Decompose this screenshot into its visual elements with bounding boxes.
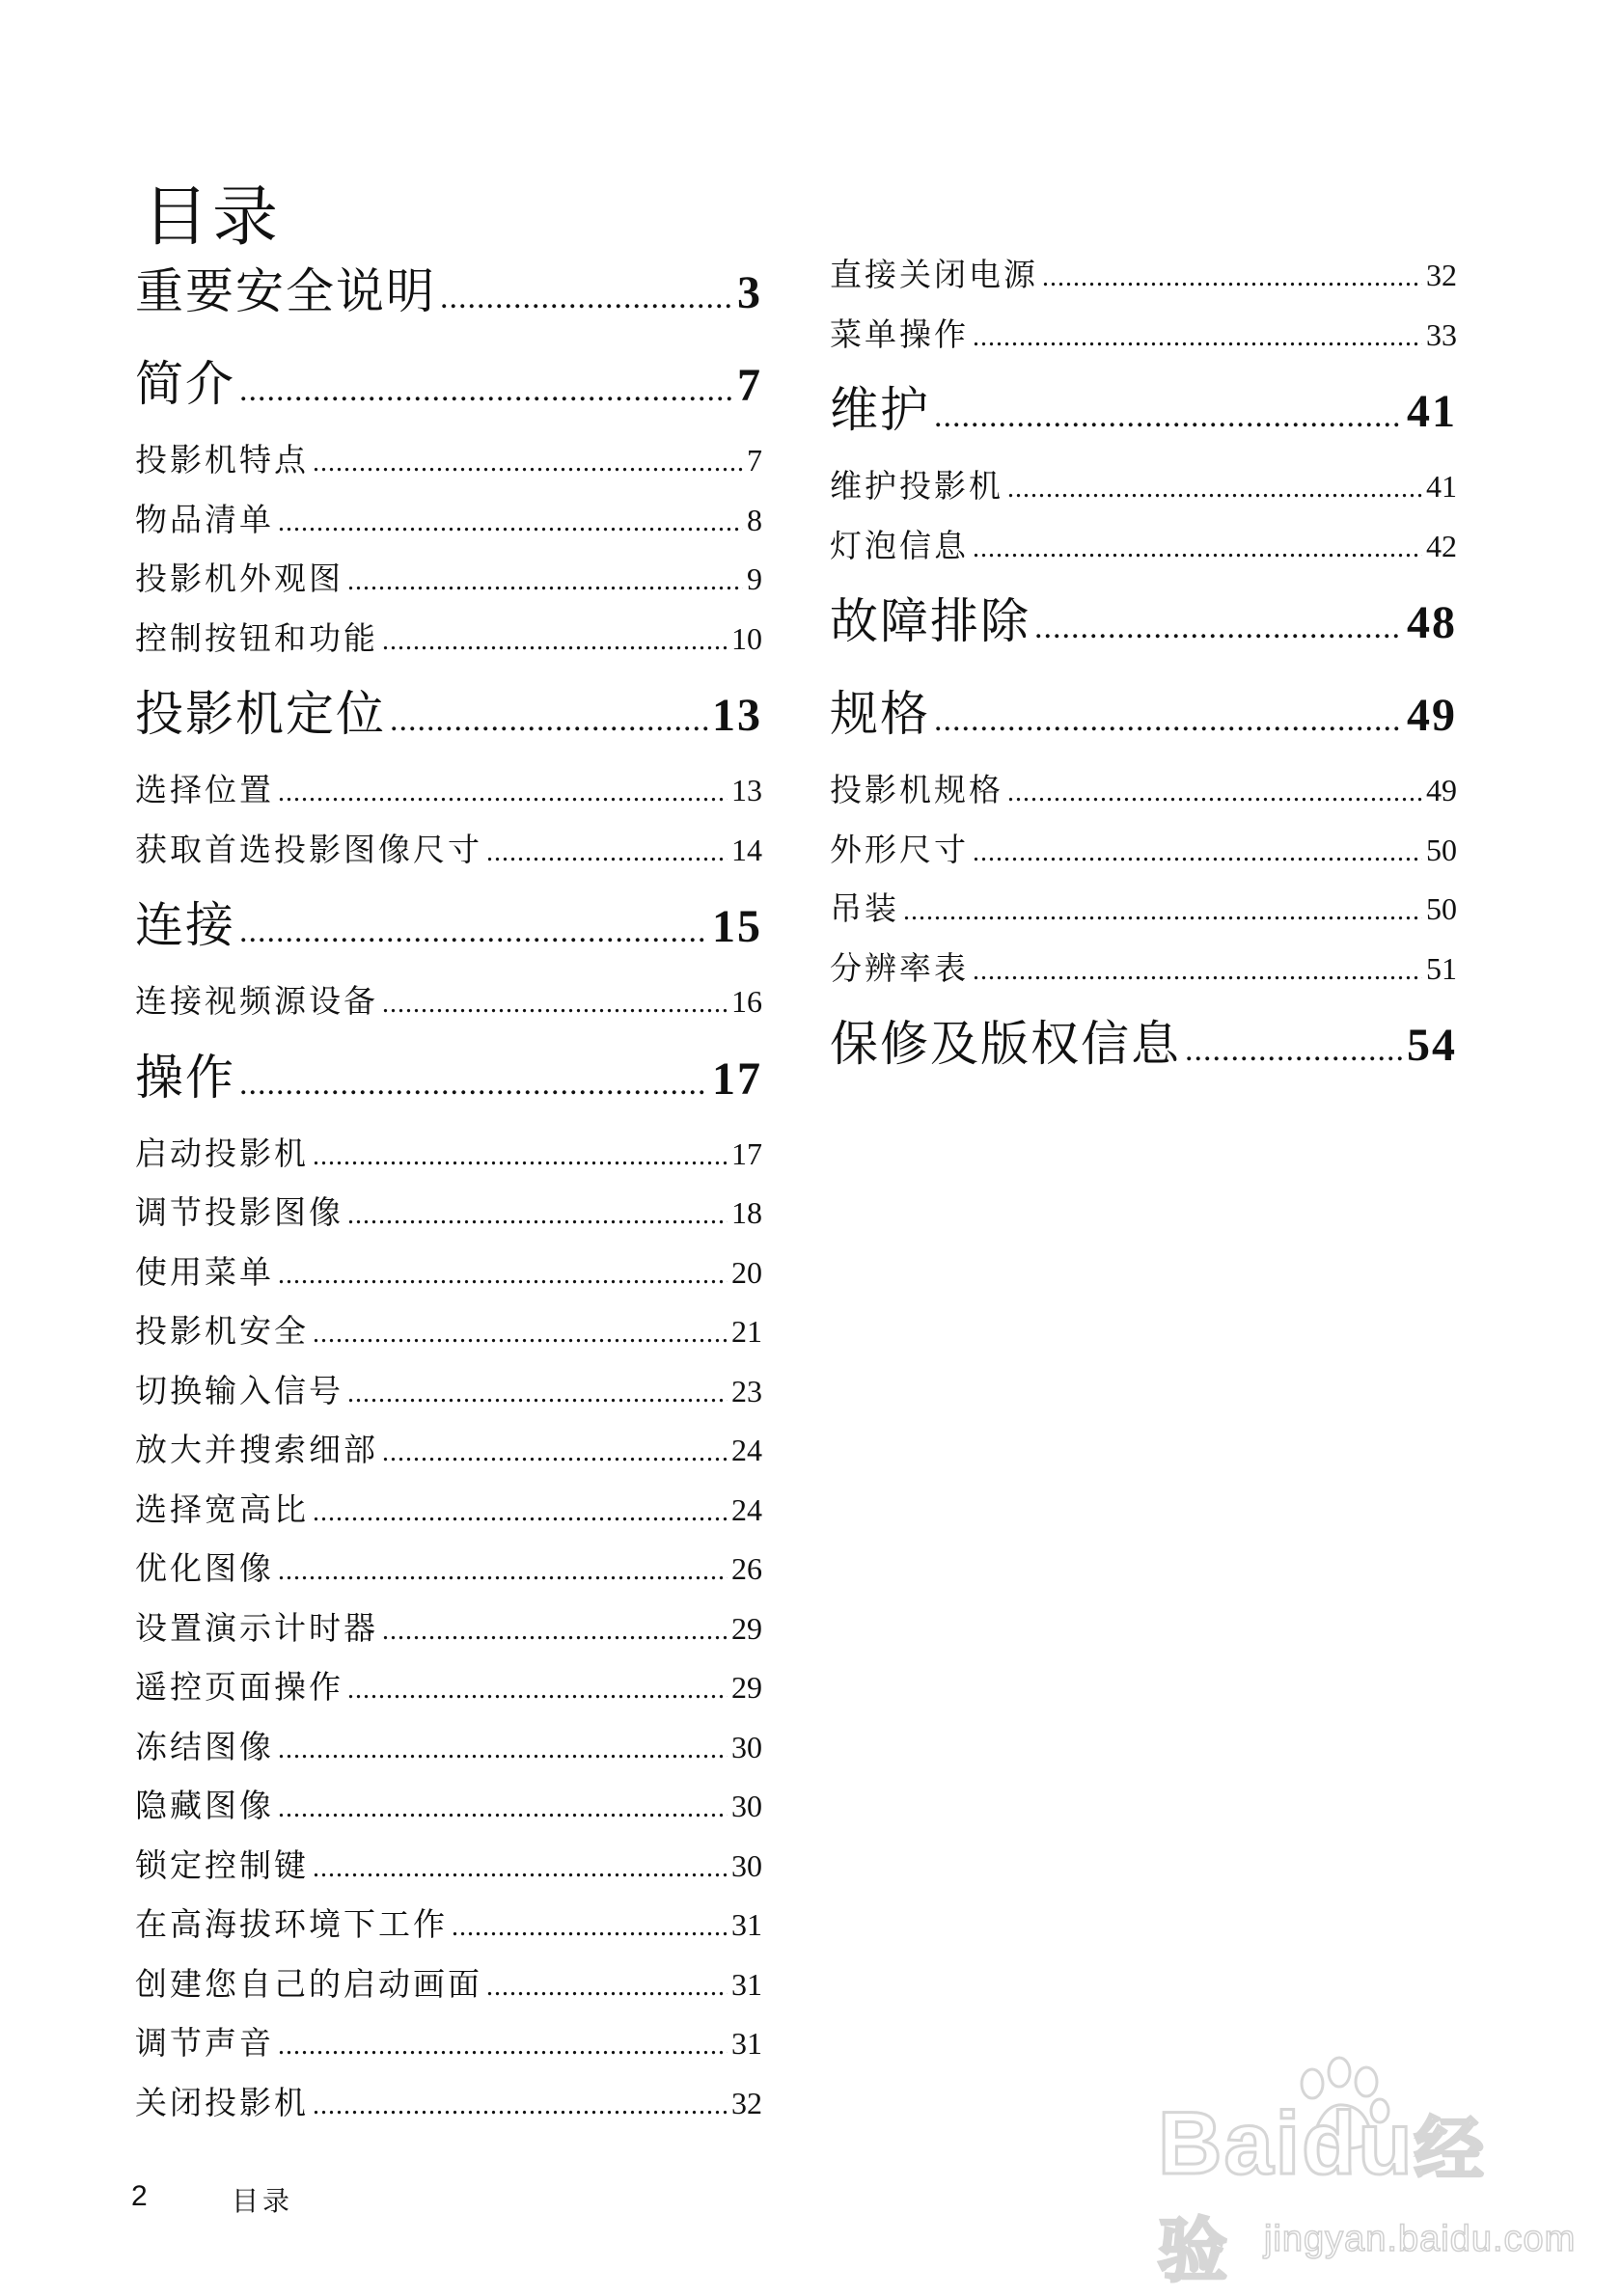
toc-entry-page: 26 xyxy=(731,1551,762,1586)
toc-subsection-entry[interactable] xyxy=(135,1539,762,1599)
toc-entry-page: 14 xyxy=(731,832,762,867)
toc-leader-dots xyxy=(313,1483,728,1543)
toc-entry-page: 32 xyxy=(731,2085,762,2120)
toc-subsection-entry[interactable] xyxy=(135,1301,762,1361)
toc-subsection-entry[interactable] xyxy=(830,760,1457,820)
toc-entry-label: 简介 xyxy=(135,356,235,412)
toc-subsection-entry[interactable] xyxy=(135,1776,762,1836)
toc-entry-label: 物品清单 xyxy=(135,500,274,538)
toc-entry-page: 50 xyxy=(1426,832,1457,867)
toc-subsection-entry[interactable] xyxy=(135,1420,762,1480)
toc-leader-dots xyxy=(239,1038,708,1131)
toc-entry-label: 投影机外观图 xyxy=(135,560,343,597)
toc-subsection-entry[interactable] xyxy=(135,549,762,609)
toc-leader-dots xyxy=(347,1364,728,1424)
toc-entry-page: 54 xyxy=(1407,1020,1457,1071)
toc-leader-dots xyxy=(278,2016,728,2076)
toc-entry-label: 操作 xyxy=(135,1049,235,1106)
toc-entry-page: 42 xyxy=(1426,528,1457,563)
toc-entry-label: 选择位置 xyxy=(135,771,274,808)
toc-subsection-entry[interactable] xyxy=(135,1243,762,1302)
toc-entry-label: 灯泡信息 xyxy=(830,526,969,564)
toc-entry-label: 遥控页面操作 xyxy=(135,1668,343,1706)
toc-leader-dots xyxy=(347,1186,728,1245)
toc-entry-label: 冻结图像 xyxy=(135,1727,274,1765)
toc-entry-page: 31 xyxy=(731,1907,762,1942)
toc-leader-dots xyxy=(313,1304,728,1364)
toc-subsection-entry[interactable] xyxy=(135,2013,762,2073)
toc-leader-dots xyxy=(382,1423,728,1483)
toc-entry-page: 3 xyxy=(737,267,762,318)
toc-leader-dots xyxy=(934,370,1403,463)
toc-leader-dots xyxy=(1007,459,1422,519)
toc-leader-dots xyxy=(278,1542,728,1601)
toc-leader-dots xyxy=(1042,248,1422,308)
toc-leader-dots xyxy=(1034,582,1403,674)
toc-entry-page: 48 xyxy=(1407,597,1457,648)
toc-entry-label: 外形尺寸 xyxy=(830,830,969,868)
toc-entry-page: 33 xyxy=(1426,316,1457,352)
toc-entry-page: 51 xyxy=(1426,950,1457,986)
toc-subsection-entry[interactable] xyxy=(135,760,762,820)
toc-section-entry[interactable] xyxy=(135,668,762,760)
footer-section-title: 目录 xyxy=(232,2185,294,2217)
toc-section-entry[interactable] xyxy=(830,575,1457,668)
toc-entry-page: 13 xyxy=(731,773,762,807)
toc-leader-dots xyxy=(278,763,728,823)
toc-entry-label: 重要安全说明 xyxy=(135,263,436,319)
toc-subsection-entry[interactable] xyxy=(135,971,762,1031)
toc-leader-dots xyxy=(452,1898,728,1957)
toc-subsection-entry[interactable] xyxy=(135,1183,762,1243)
page-title: 目录 xyxy=(143,178,283,256)
toc-entry-page: 21 xyxy=(731,1314,762,1349)
toc-entry-label: 使用菜单 xyxy=(135,1252,274,1291)
toc-entry-label: 投影机规格 xyxy=(830,771,1003,808)
toc-entry-page: 17 xyxy=(731,1135,762,1171)
toc-leader-dots xyxy=(973,308,1422,368)
toc-leader-dots xyxy=(903,882,1422,942)
toc-subsection-entry[interactable] xyxy=(135,1657,762,1717)
toc-leader-dots xyxy=(382,1601,728,1661)
watermark-url: jingyan.baidu.com xyxy=(1264,2219,1577,2259)
toc-subsection-entry[interactable] xyxy=(135,490,762,550)
toc-entry-page: 50 xyxy=(1426,891,1457,926)
toc-subsection-entry[interactable] xyxy=(830,820,1457,880)
toc-entry-page: 30 xyxy=(731,1729,762,1764)
toc-entry-page: 8 xyxy=(747,502,762,537)
toc-leader-dots xyxy=(278,1720,728,1780)
toc-leader-dots xyxy=(973,823,1422,883)
toc-entry-label: 优化图像 xyxy=(135,1549,274,1587)
toc-section-entry[interactable] xyxy=(135,1031,762,1124)
toc-entry-label: 隐藏图像 xyxy=(135,1787,274,1824)
toc-entry-label: 调节投影图像 xyxy=(135,1193,343,1231)
toc-subsection-entry[interactable] xyxy=(135,1895,762,1954)
toc-section-entry[interactable] xyxy=(135,338,762,430)
toc-entry-page: 41 xyxy=(1426,469,1457,504)
toc-entry-page: 13 xyxy=(712,690,762,741)
toc-entry-label: 设置演示计时器 xyxy=(135,1608,378,1647)
toc-leader-dots xyxy=(973,519,1422,579)
toc-section-entry[interactable] xyxy=(135,879,762,971)
toc-leader-dots xyxy=(347,552,743,612)
toc-leader-dots xyxy=(278,1779,728,1839)
toc-entry-page: 41 xyxy=(1407,386,1457,437)
toc-entry-label: 维护投影机 xyxy=(830,467,1003,505)
toc-entry-label: 创建您自己的启动画面 xyxy=(135,1964,482,2003)
toc-subsection-entry[interactable] xyxy=(135,1717,762,1777)
toc-entry-label: 直接关闭电源 xyxy=(830,256,1038,293)
toc-leader-dots xyxy=(239,344,733,437)
toc-subsection-entry[interactable] xyxy=(135,820,762,880)
toc-leader-dots xyxy=(313,1839,728,1899)
toc-entry-label: 吊装 xyxy=(830,889,899,927)
watermark-logo xyxy=(1158,2093,1544,2296)
toc-entry-label: 维护 xyxy=(830,382,930,438)
toc-entry-label: 在高海拔环境下工作 xyxy=(135,1905,448,1943)
toc-subsection-entry[interactable] xyxy=(135,609,762,669)
toc-subsection-entry[interactable] xyxy=(830,456,1457,516)
toc-leader-dots xyxy=(934,674,1403,767)
toc-entry-page: 31 xyxy=(731,1966,762,2002)
toc-leader-dots xyxy=(382,974,728,1034)
toc-leader-dots xyxy=(390,674,708,767)
toc-entry-page: 31 xyxy=(731,2026,762,2061)
toc-subsection-entry[interactable] xyxy=(830,939,1457,998)
toc-subsection-entry[interactable] xyxy=(135,1124,762,1184)
watermark-logo-bai: Bai xyxy=(1158,2094,1303,2193)
toc-entry-label: 锁定控制键 xyxy=(135,1845,309,1884)
toc-leader-dots xyxy=(440,252,733,344)
toc-entry-label: 规格 xyxy=(830,686,930,742)
toc-leader-dots xyxy=(313,2076,728,2136)
toc-section-entry[interactable] xyxy=(135,245,762,338)
toc-subsection-entry[interactable] xyxy=(135,2073,762,2133)
toc-entry-page: 30 xyxy=(731,1789,762,1823)
toc-leader-dots xyxy=(1185,1004,1403,1097)
toc-section-entry[interactable] xyxy=(830,998,1457,1090)
toc-leader-dots xyxy=(239,886,708,978)
toc-subsection-entry[interactable] xyxy=(135,1954,762,2014)
toc-entry-label: 投影机定位 xyxy=(135,686,386,742)
toc-leader-dots xyxy=(347,1660,728,1720)
toc-entry-page: 23 xyxy=(731,1373,762,1408)
toc-entry-label: 获取首选投影图像尺寸 xyxy=(135,830,482,868)
toc-subsection-entry[interactable] xyxy=(135,1480,762,1540)
toc-entry-page: 7 xyxy=(737,360,762,411)
watermark-logo-du: du xyxy=(1302,2094,1415,2193)
toc-section-entry[interactable] xyxy=(830,668,1457,760)
toc-entry-page: 29 xyxy=(731,1670,762,1705)
toc-leader-dots xyxy=(486,1957,728,2017)
toc-right-column xyxy=(830,245,1457,1090)
toc-leader-dots xyxy=(1007,763,1422,823)
watermark-logo-cn: 经验 xyxy=(1158,2112,1486,2290)
toc-entry-page: 49 xyxy=(1407,690,1457,741)
toc-subsection-entry[interactable] xyxy=(135,1361,762,1421)
toc-entry-label: 故障排除 xyxy=(830,593,1030,649)
toc-entry-label: 关闭投影机 xyxy=(135,2083,309,2121)
toc-entry-label: 投影机安全 xyxy=(135,1312,309,1350)
toc-entry-page: 20 xyxy=(731,1254,762,1290)
toc-entry-label: 控制按钮和功能 xyxy=(135,618,378,657)
toc-entry-label: 启动投影机 xyxy=(135,1134,309,1172)
toc-entry-page: 29 xyxy=(731,1610,762,1646)
toc-entry-page: 49 xyxy=(1426,773,1457,807)
toc-entry-label: 分辨率表 xyxy=(830,948,969,987)
toc-entry-page: 10 xyxy=(731,620,762,656)
toc-subsection-entry[interactable] xyxy=(830,879,1457,939)
toc-section-entry[interactable] xyxy=(830,364,1457,456)
toc-leader-dots xyxy=(973,942,1422,1001)
toc-subsection-entry[interactable] xyxy=(830,305,1457,365)
toc-leader-dots xyxy=(382,612,728,671)
toc-entry-label: 连接视频源设备 xyxy=(135,982,378,1020)
toc-entry-page: 9 xyxy=(747,561,762,596)
toc-subsection-entry[interactable] xyxy=(830,516,1457,576)
baidu-watermark xyxy=(1119,2055,1577,2290)
toc-entry-page: 17 xyxy=(712,1052,762,1105)
toc-subsection-entry[interactable] xyxy=(830,245,1457,305)
toc-subsection-entry[interactable] xyxy=(135,1836,762,1896)
toc-entry-label: 切换输入信号 xyxy=(135,1371,343,1409)
toc-leader-dots xyxy=(278,493,743,553)
toc-entry-label: 连接 xyxy=(135,897,235,953)
toc-entry-page: 18 xyxy=(731,1195,762,1230)
toc-subsection-entry[interactable] xyxy=(135,1599,762,1658)
toc-entry-label: 投影机特点 xyxy=(135,441,309,478)
toc-leader-dots xyxy=(313,1127,728,1187)
toc-entry-label: 调节声音 xyxy=(135,2024,274,2062)
toc-entry-label: 菜单操作 xyxy=(830,314,969,353)
toc-entry-label: 放大并搜索细部 xyxy=(135,1431,378,1468)
toc-leader-dots xyxy=(486,823,728,883)
toc-leader-dots xyxy=(278,1245,728,1305)
toc-entry-page: 32 xyxy=(1426,258,1457,292)
toc-entry-page: 24 xyxy=(731,1491,762,1527)
toc-entry-page: 16 xyxy=(731,984,762,1019)
toc-leader-dots xyxy=(313,433,743,493)
toc-entry-page: 15 xyxy=(712,901,762,952)
toc-subsection-entry[interactable] xyxy=(135,430,762,490)
toc-entry-label: 选择宽高比 xyxy=(135,1490,309,1528)
toc-left-column xyxy=(135,245,762,2132)
toc-entry-page: 7 xyxy=(747,443,762,478)
footer-page-number: 2 xyxy=(131,2180,148,2212)
toc-entry-page: 30 xyxy=(731,1847,762,1883)
toc-entry-label: 保修及版权信息 xyxy=(830,1016,1181,1072)
toc-entry-page: 24 xyxy=(731,1433,762,1467)
